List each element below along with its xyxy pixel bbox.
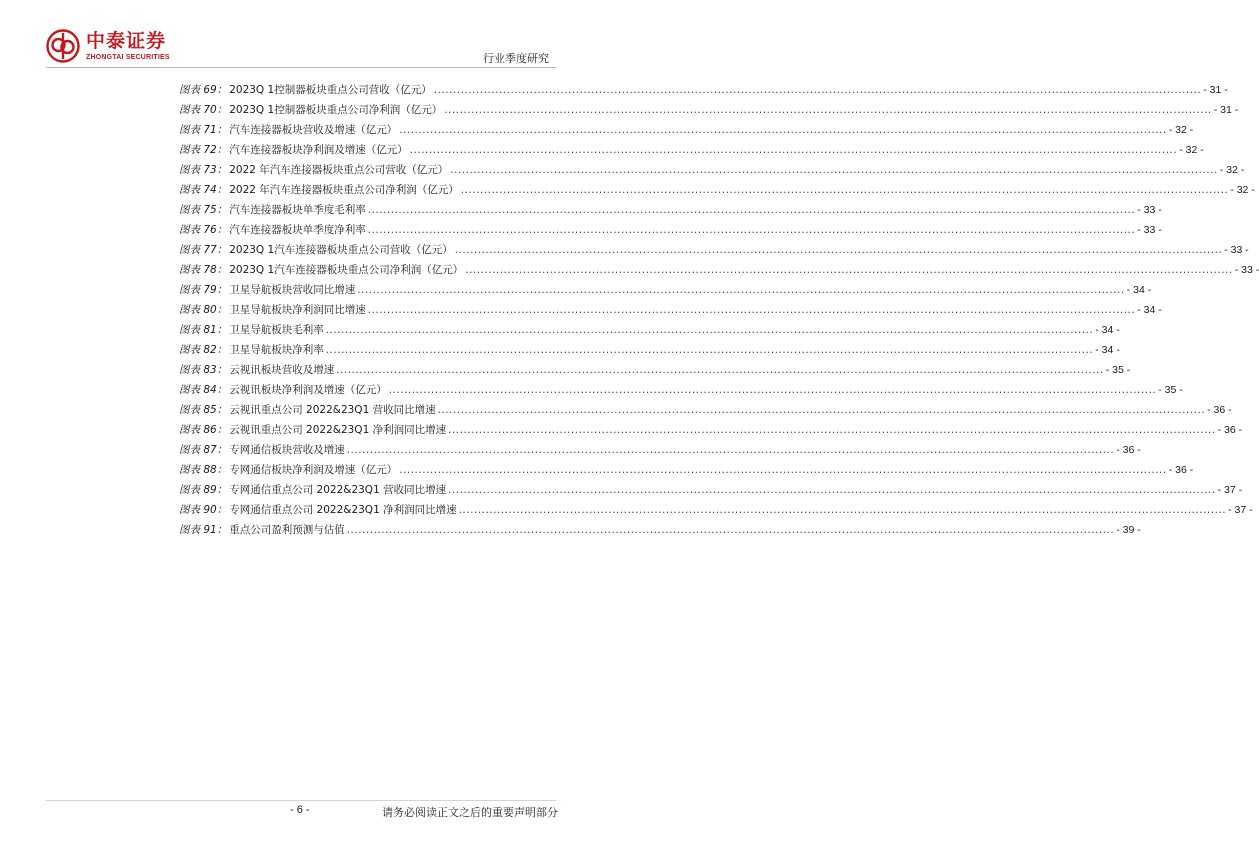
toc-dot-leader: ........................................................................................................................................................................................................ — [367, 224, 1136, 236]
toc-entry-page: - 33 - — [1234, 264, 1259, 276]
toc-dot-leader: ........................................................................................................................................................................................................ — [357, 284, 1125, 296]
page-number: - 6 - — [290, 804, 310, 816]
toc-entry-label: 图表 91： — [179, 524, 228, 536]
toc-entry-page: - 35 - — [1158, 384, 1183, 396]
toc-entry-page: - 34 - — [1095, 344, 1120, 356]
toc-entry-label: 图表 82： — [179, 344, 228, 356]
toc-entry[interactable] — [179, 260, 1259, 280]
toc-entry-title: 2022 年汽车连接器板块重点公司净利润（亿元） — [229, 184, 459, 196]
toc-dot-leader: ........................................................................................................................................................................................................ — [409, 144, 1178, 156]
toc-entry-label: 图表 71： — [179, 124, 228, 136]
toc-entry-title: 2023Q 1控制器板块重点公司营收（亿元） — [229, 84, 432, 96]
toc-entry-title: 2023Q 1汽车连接器板块重点公司净利润（亿元） — [229, 264, 464, 276]
toc-entry[interactable] — [179, 360, 1131, 380]
toc-entry-label: 图表 78： — [179, 264, 228, 276]
toc-entry-label: 图表 74： — [179, 184, 228, 196]
toc-dot-leader: ........................................................................................................................................................................................................ — [399, 124, 1167, 136]
toc-entry-label: 图表 86： — [179, 424, 228, 436]
toc-dot-leader: ........................................................................................................................................................................................................ — [367, 304, 1136, 316]
toc-entry-title: 重点公司盈利预测与估值 — [229, 524, 345, 536]
toc-entry-title: 2022 年汽车连接器板块重点公司营收（亿元） — [229, 164, 449, 176]
toc-entry-label: 图表 79： — [179, 284, 228, 296]
toc-entry-title: 2023Q 1汽车连接器板块重点公司营收（亿元） — [229, 244, 453, 256]
toc-entry[interactable] — [179, 480, 1243, 500]
company-logo — [46, 29, 170, 63]
toc-dot-leader: ........................................................................................................................................................................................................ — [325, 324, 1094, 336]
toc-entry-title: 云视讯板块营收及增速 — [229, 364, 335, 376]
toc-entry-page: - 37 - — [1228, 504, 1253, 516]
brand-name-en: ZHONGTAI SECURITIES — [86, 53, 170, 61]
toc-entry-title: 云视讯重点公司 2022&23Q1 净利润同比增速 — [229, 424, 447, 436]
toc-entry[interactable] — [179, 300, 1162, 320]
toc-entry[interactable] — [179, 340, 1120, 360]
toc-entry-label: 图表 85： — [179, 404, 228, 416]
toc-entry[interactable] — [179, 420, 1243, 440]
toc-dot-leader: ........................................................................................................................................................................................................ — [336, 364, 1104, 376]
toc-entry-page: - 33 - — [1137, 204, 1162, 216]
toc-entry-page: - 37 - — [1217, 484, 1243, 496]
toc-entry-label: 图表 87： — [179, 444, 228, 456]
toc-entry-title: 汽车连接器板块营收及增速（亿元） — [229, 124, 398, 136]
toc-entry-page: - 34 - — [1126, 284, 1152, 296]
toc-entry[interactable] — [179, 380, 1183, 400]
report-type: 行业季度研究 — [483, 52, 549, 65]
toc-entry-page: - 32 - — [1168, 124, 1194, 136]
toc-dot-leader: ........................................................................................................................................................................................................ — [448, 484, 1216, 496]
toc-dot-leader: ........................................................................................................................................................................................................ — [460, 184, 1229, 196]
page-header — [0, 0, 600, 70]
toc-entry-page: - 31 - — [1213, 104, 1239, 116]
toc-dot-leader: ........................................................................................................................................................................................................ — [346, 524, 1115, 536]
toc-dot-leader: ........................................................................................................................................................................................................ — [325, 344, 1094, 356]
toc-entry-label: 图表 89： — [179, 484, 228, 496]
toc-entry[interactable] — [179, 220, 1162, 240]
toc-entry-label: 图表 84： — [179, 384, 228, 396]
toc-entry[interactable] — [179, 240, 1249, 260]
toc-entry[interactable] — [179, 120, 1194, 140]
toc-entry-label: 图表 76： — [179, 224, 228, 236]
toc-entry-title: 卫星导航板块毛利率 — [229, 324, 324, 336]
toc-dot-leader: ........................................................................................................................................................................................................ — [450, 164, 1218, 176]
toc-entry[interactable] — [179, 160, 1245, 180]
toc-dot-leader: ........................................................................................................................................................................................................ — [346, 444, 1115, 456]
toc-entry-page: - 33 - — [1224, 244, 1249, 256]
toc-entry-title: 卫星导航板块净利率 — [229, 344, 324, 356]
toc-entry-label: 图表 72： — [179, 144, 228, 156]
footer-divider — [46, 800, 556, 801]
toc-entry[interactable] — [179, 80, 1228, 100]
toc-entry-label: 图表 77： — [179, 244, 228, 256]
disclaimer-note: 请务必阅读正文之后的重要声明部分 — [382, 806, 558, 819]
toc-entry[interactable] — [179, 320, 1120, 340]
toc-dot-leader: ........................................................................................................................................................................................................ — [433, 84, 1202, 96]
toc-entry-label: 图表 73： — [179, 164, 228, 176]
toc-dot-leader: ........................................................................................................................................................................................................ — [388, 384, 1157, 396]
toc-entry-page: - 32 - — [1230, 184, 1255, 196]
toc-entry-label: 图表 75： — [179, 204, 228, 216]
toc-entry-title: 专网通信板块净利润及增速（亿元） — [229, 464, 398, 476]
header-divider — [46, 67, 556, 68]
toc-entry-page: - 35 - — [1105, 364, 1131, 376]
toc-entry[interactable] — [179, 460, 1194, 480]
toc-entry-label: 图表 81： — [179, 324, 228, 336]
toc-entry-label: 图表 88： — [179, 464, 228, 476]
toc-entry-page: - 39 - — [1116, 524, 1141, 536]
toc-entry-title: 汽车连接器板块净利润及增速（亿元） — [229, 144, 408, 156]
toc-dot-leader: ........................................................................................................................................................................................................ — [437, 404, 1206, 416]
toc-entry-label: 图表 90： — [179, 504, 228, 516]
toc-dot-leader: ........................................................................................................................................................................................................ — [454, 244, 1223, 256]
toc-entry-label: 图表 69： — [179, 84, 228, 96]
toc-entry-label: 图表 80： — [179, 304, 228, 316]
toc-entry[interactable] — [179, 180, 1255, 200]
toc-entry[interactable] — [179, 280, 1152, 300]
toc-entry-title: 专网通信板块营收及增速 — [229, 444, 345, 456]
toc-entry-page: - 34 - — [1095, 324, 1120, 336]
toc-entry-title: 卫星导航板块净利润同比增速 — [229, 304, 366, 316]
figure-index-list — [179, 80, 1259, 540]
toc-dot-leader: ........................................................................................................................................................................................................ — [444, 104, 1212, 116]
toc-entry-page: - 36 - — [1217, 424, 1243, 436]
toc-entry-label: 图表 70： — [179, 104, 228, 116]
zhongtai-logo-icon — [46, 29, 80, 63]
toc-entry-title: 汽车连接器板块单季度毛利率 — [229, 204, 366, 216]
toc-entry-title: 云视讯重点公司 2022&23Q1 营收同比增速 — [229, 404, 436, 416]
toc-entry-title: 云视讯板块净利润及增速（亿元） — [229, 384, 387, 396]
toc-entry-page: - 32 - — [1219, 164, 1245, 176]
toc-entry[interactable] — [179, 100, 1239, 120]
toc-dot-leader: ........................................................................................................................................................................................................ — [458, 504, 1227, 516]
toc-entry[interactable] — [179, 520, 1141, 540]
toc-dot-leader: ........................................................................................................................................................................................................ — [367, 204, 1136, 216]
toc-entry-title: 卫星导航板块营收同比增速 — [229, 284, 356, 296]
toc-dot-leader: ........................................................................................................................................................................................................ — [448, 424, 1216, 436]
toc-entry-title: 专网通信重点公司 2022&23Q1 净利润同比增速 — [229, 504, 457, 516]
toc-entry-label: 图表 83： — [179, 364, 228, 376]
toc-entry-page: - 31 - — [1203, 84, 1228, 96]
toc-entry[interactable] — [179, 440, 1141, 460]
toc-entry-page: - 34 - — [1137, 304, 1162, 316]
toc-dot-leader: ........................................................................................................................................................................................................ — [465, 264, 1233, 276]
toc-entry-page: - 36 - — [1168, 464, 1194, 476]
toc-entry-title: 2023Q 1控制器板块重点公司净利润（亿元） — [229, 104, 443, 116]
brand-name-cn: 中泰证券 — [86, 29, 167, 52]
toc-entry[interactable] — [179, 200, 1162, 220]
toc-entry[interactable] — [179, 500, 1253, 520]
toc-entry-page: - 36 - — [1116, 444, 1141, 456]
toc-entry-page: - 33 - — [1137, 224, 1162, 236]
toc-entry-page: - 36 - — [1207, 404, 1232, 416]
toc-entry-page: - 32 - — [1179, 144, 1204, 156]
toc-entry-title: 专网通信重点公司 2022&23Q1 营收同比增速 — [229, 484, 447, 496]
toc-entry-title: 汽车连接器板块单季度净利率 — [229, 224, 366, 236]
toc-dot-leader: ........................................................................................................................................................................................................ — [399, 464, 1167, 476]
toc-entry[interactable] — [179, 140, 1204, 160]
toc-entry[interactable] — [179, 400, 1232, 420]
